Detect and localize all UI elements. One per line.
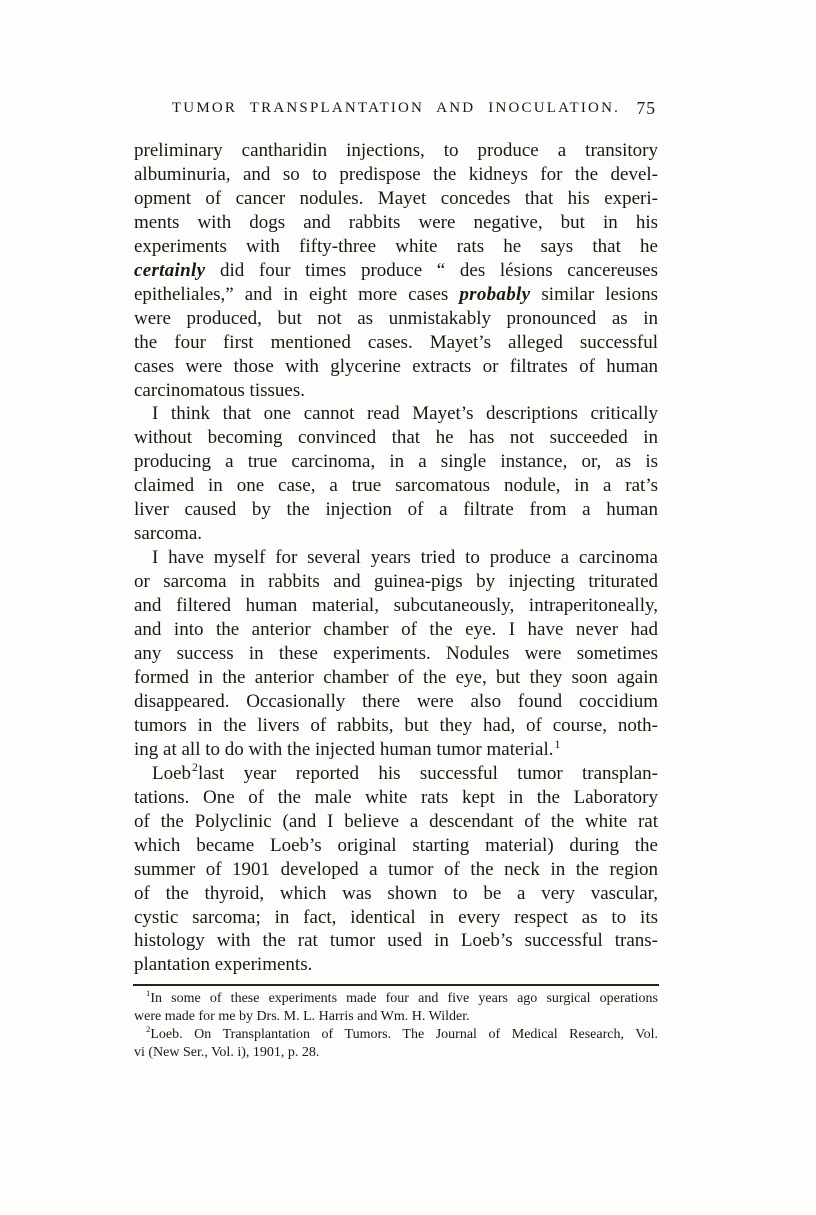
text-line: sarcoma. bbox=[134, 523, 203, 545]
text-line: opment of cancer nodules. Mayet concedes that his experi- bbox=[134, 187, 658, 209]
running-header bbox=[134, 100, 658, 120]
footnote-separator bbox=[133, 984, 659, 986]
text-line: were made for me by Drs. M. L. Harris and Wm. H. Wilder. bbox=[134, 1008, 470, 1024]
text-line: any success in these experiments. Nodules were sometimes bbox=[134, 643, 658, 665]
paragraph bbox=[134, 1026, 658, 1062]
page-number: 75 bbox=[636, 98, 656, 118]
paragraph bbox=[134, 990, 658, 1026]
text-line: liver caused by the injection of a filtrate from a human bbox=[134, 499, 658, 521]
text-line: tumors in the livers of rabbits, but they had, of course, noth- bbox=[134, 714, 658, 736]
paragraph bbox=[134, 402, 658, 546]
text-line: experiments with fifty-three white rats he says that he bbox=[134, 235, 658, 257]
text-line: carcinomatous tissues. bbox=[134, 379, 305, 401]
text-line: the four first mentioned cases. Mayet’s alleged successful bbox=[134, 331, 658, 353]
paragraph bbox=[134, 546, 658, 762]
text-line: ing at all to do with the injected human tumor material.$^1$ bbox=[134, 737, 561, 760]
text-line: without becoming convinced that he has not succeeded in bbox=[134, 427, 658, 449]
text-line: I think that one cannot read Mayet’s descriptions critically bbox=[152, 403, 658, 425]
text-line: summer of 1901 developed a tumor of the neck in the region bbox=[134, 858, 658, 880]
text-line: of the Polyclinic (and I believe a descendant of the white rat bbox=[134, 810, 658, 832]
text-line: albuminuria, and so to predispose the kidneys for the devel- bbox=[134, 163, 658, 185]
text-line: epitheliales,” and in eight more cases probably similar lesions bbox=[134, 283, 658, 305]
footnotes bbox=[134, 990, 658, 1062]
text-line: tations. One of the male white rats kept in the Laboratory bbox=[134, 786, 658, 808]
text-line: claimed in one case, a true sarcomatous nodule, in a rat’s bbox=[134, 475, 658, 497]
text-line: formed in the anterior chamber of the eye, but they soon again bbox=[134, 666, 658, 688]
text-line: and into the anterior chamber of the eye. I have never had bbox=[134, 619, 658, 641]
text-line: certainly did four times produce “ des lésions cancereuses bbox=[134, 259, 658, 281]
text-line: $^1$In some of these experiments made four and five years ago surgical operations bbox=[146, 988, 658, 1006]
text-line: Loeb$^2$last year reported his successful tumor transplan- bbox=[152, 761, 658, 784]
text-line: histology with the rat tumor used in Loeb’s successful trans- bbox=[134, 930, 658, 952]
text-line: cases were those with glycerine extracts or filtrates of human bbox=[134, 355, 658, 377]
paragraph bbox=[134, 139, 658, 402]
text-line: $^2$Loeb. On Transplantation of Tumors. The Journal of Medical Research, Vol. bbox=[146, 1024, 658, 1042]
text-line: were produced, but not as unmistakably pronounced as in bbox=[134, 307, 658, 329]
text-line: producing a true carcinoma, in a single instance, or, as is bbox=[134, 451, 658, 473]
text-line: which became Loeb’s original starting material) during the bbox=[134, 834, 658, 856]
text-line: ments with dogs and rabbits were negative, but in his bbox=[134, 211, 658, 233]
header-title: TUMOR TRANSPLANTATION AND INOCULATION. bbox=[171, 100, 621, 116]
text-line: and filtered human material, subcutaneously, intraperitoneally, bbox=[134, 595, 658, 617]
body-text bbox=[134, 139, 658, 977]
text-line: plantation experiments. bbox=[134, 954, 313, 976]
text-line: I have myself for several years tried to produce a carcinoma bbox=[152, 547, 658, 569]
text-line: preliminary cantharidin injections, to produce a transitory bbox=[134, 140, 658, 161]
text-line: vi (New Ser., Vol. i), 1901, p. 28. bbox=[134, 1044, 320, 1060]
text-line: cystic sarcoma; in fact, identical in every respect as to its bbox=[134, 906, 658, 928]
text-line: of the thyroid, which was shown to be a very vascular, bbox=[134, 882, 658, 904]
paragraph bbox=[134, 762, 658, 978]
text-line: disappeared. Occasionally there were also found coccidium bbox=[134, 690, 658, 712]
text-line: or sarcoma in rabbits and guinea-pigs by injecting triturated bbox=[134, 571, 658, 593]
